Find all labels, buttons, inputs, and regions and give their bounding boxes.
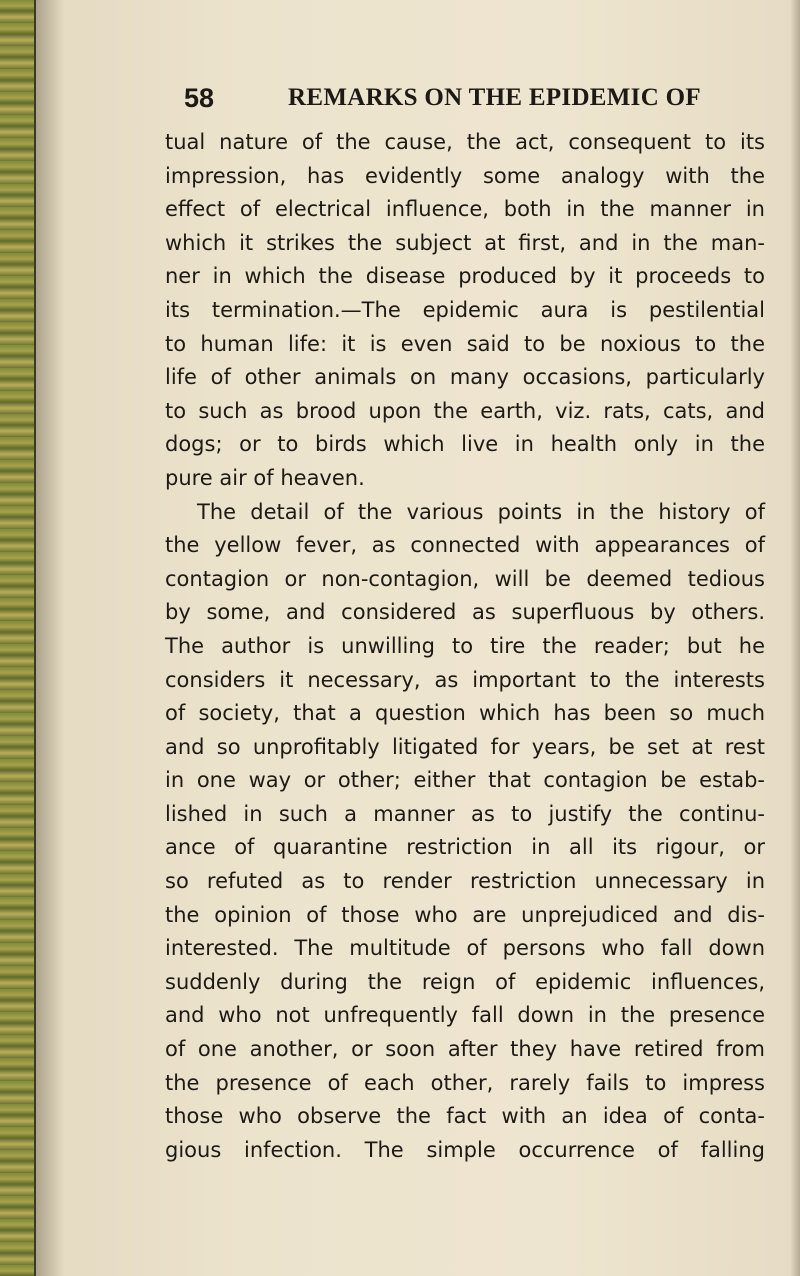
text-line: effect of electrical influence, both in the manner in bbox=[165, 197, 765, 222]
page-header bbox=[184, 78, 744, 118]
text-line: impression, has evidently some analogy with the bbox=[165, 163, 765, 188]
text-line: contagion or non-contagion, will be deemed tedious bbox=[165, 566, 765, 591]
text-line: so refuted as to render restriction unnecessary in bbox=[165, 869, 765, 894]
running-head: REMARKS ON THE EPIDEMIC OF bbox=[288, 84, 701, 111]
text-line: pure air of heaven. bbox=[165, 465, 365, 490]
text-line: to such as brood upon the earth, viz. rats, cats, and bbox=[165, 398, 765, 423]
text-line: tual nature of the cause, the act, consequent to its bbox=[165, 130, 765, 154]
text-line: and who not unfrequently fall down in the presence bbox=[165, 1003, 765, 1028]
text-line: the yellow fever, as connected with appearances of bbox=[165, 533, 765, 558]
page-edge-shadow bbox=[790, 0, 800, 1276]
text-line: lished in such a manner as to justify the continu- bbox=[165, 801, 765, 826]
text-line: the opinion of those who are unprejudiced and dis- bbox=[165, 902, 765, 927]
text-line: its termination.—The epidemic aura is pestilential bbox=[165, 297, 765, 322]
text-line: interested. The multitude of persons who fall down bbox=[165, 936, 765, 961]
text-line: ance of quarantine restriction in all its rigour, or bbox=[165, 835, 765, 860]
body-text bbox=[165, 126, 765, 1167]
text-line: of society, that a question which has been so much bbox=[165, 701, 765, 726]
gutter-shadow bbox=[36, 0, 64, 1276]
paragraph-start-line: The detail of the various points in the history of bbox=[197, 499, 765, 524]
text-line: gious infection. The simple occurrence of falling bbox=[165, 1137, 765, 1162]
text-line: of one another, or soon after they have retired from bbox=[165, 1037, 765, 1062]
text-line: The author is unwilling to tire the reader; but he bbox=[165, 633, 765, 658]
text-line: ner in which the disease produced by it proceeds to bbox=[165, 264, 765, 289]
text-line: considers it necessary, as important to the interests bbox=[165, 667, 765, 692]
text-line: dogs; or to birds which live in health only in the bbox=[165, 432, 765, 457]
text-line: the presence of each other, rarely fails to impress bbox=[165, 1070, 765, 1095]
page-number: 58 bbox=[184, 83, 215, 113]
text-line: which it strikes the subject at first, and in the man- bbox=[165, 230, 765, 255]
text-line: those who observe the fact with an idea of conta- bbox=[165, 1104, 765, 1129]
text-line: by some, and considered as superfluous by others. bbox=[165, 600, 765, 625]
text-line: suddenly during the reign of epidemic influences, bbox=[165, 969, 765, 994]
text-line: to human life: it is even said to be noxious to the bbox=[165, 331, 765, 356]
text-line: in one way or other; either that contagion be estab- bbox=[165, 768, 765, 793]
book-binding-edge bbox=[0, 0, 36, 1276]
text-line: life of other animals on many occasions, particularly bbox=[165, 365, 765, 390]
text-line: and so unprofitably litigated for years, be set at rest bbox=[165, 734, 765, 759]
